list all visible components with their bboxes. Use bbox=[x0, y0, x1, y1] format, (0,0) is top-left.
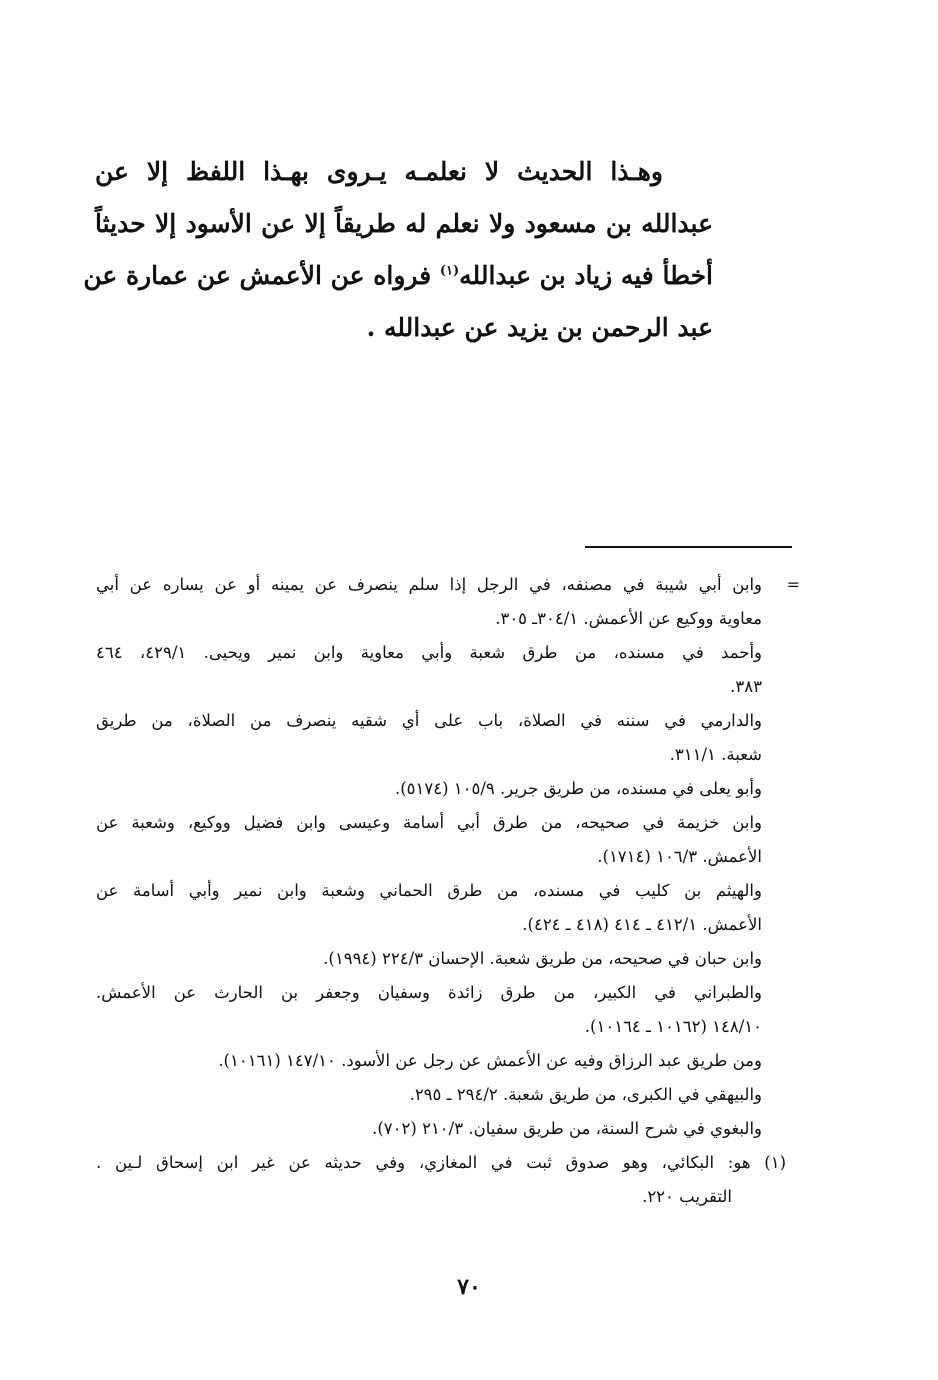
footnote-citation bbox=[96, 942, 762, 976]
footnote-line: وابن حبان في صحيحه، من طريق شعبة. الإحسان ٢٢٤/٣ (١٩٩٤). bbox=[323, 949, 762, 968]
main-text-line: عبدالله بن مسعود ولا نعلم له طريقاً إلا عن الأسود إلا حديثاً bbox=[95, 209, 713, 238]
footnote-one bbox=[96, 1146, 786, 1214]
footnote-line: والهيثم بن كليب في مسنده، من طرق الحماني وشعبة وابن نمير وأبي أسامة عن bbox=[96, 881, 762, 900]
main-text-line: وهـذا الحديث لا نعلمـه يـروى بهـذا اللفظ إلا عن bbox=[95, 157, 663, 186]
footnote-line: وابن أبي شيبة في مصنفه، في الرجل إذا سلم ينصرف عن يمينه أو عن يساره عن أبي bbox=[96, 575, 762, 594]
footnote-citation bbox=[96, 874, 762, 942]
footnote-citation bbox=[96, 976, 762, 1044]
footnote-line: وأبو يعلى في مسنده، من طريق جرير. ١٠٥/٩ (٥١٧٤). bbox=[394, 779, 762, 798]
main-text-segment: فرواه عن الأعمش عن عمارة عن bbox=[83, 261, 432, 290]
footnote-citation bbox=[96, 704, 762, 772]
footnote-line: شعبة. ٣١١/١. bbox=[669, 745, 762, 764]
footnote-citation bbox=[96, 1078, 762, 1112]
footnote-separator bbox=[585, 546, 792, 548]
main-text bbox=[83, 146, 713, 354]
footnote-line: والطبراني في الكبير، من طرق زائدة وسفيان وجعفر بن الحارث عن الأعمش. bbox=[96, 983, 762, 1002]
footnote-line: ومن طريق عبد الرزاق وفيه عن الأعمش عن رجل عن الأسود. ١٤٧/١٠ (١٠١٦١). bbox=[218, 1051, 762, 1070]
footnote-citation bbox=[96, 1044, 762, 1078]
footnote-citation bbox=[96, 1112, 762, 1146]
footnote-line: والبغوي في شرح السنة، من طريق سفيان. ٢١٠/٣ (٧٠٢). bbox=[372, 1119, 762, 1138]
footnote-citation bbox=[96, 568, 762, 636]
footnote-line: ٣٨٣. bbox=[730, 677, 762, 696]
footnote-citation bbox=[96, 806, 762, 874]
footnote-line: ١٤٨/١٠ (١٠١٦٢ ـ ١٠١٦٤). bbox=[584, 1017, 762, 1036]
footnote-line: والبيهقي في الكبرى، من طريق شعبة. ٢٩٤/٢ ـ ٢٩٥. bbox=[409, 1085, 762, 1104]
footnote-line: الأعمش. ١٠٦/٣ (١٧١٤). bbox=[597, 847, 762, 866]
footnote-line: وابن خزيمة في صحيحه، من طرق أبي أسامة وعيسى وابن فضيل ووكيع، وشعبة عن bbox=[96, 813, 762, 832]
footnote-line: الأعمش. ٤١٢/١ ـ ٤١٤ (٤١٨ ـ ٤٢٤). bbox=[522, 915, 762, 934]
footnote-reference-marker: (١) bbox=[439, 263, 460, 279]
footnote-line: (١) هو: البكائي، وهو صدوق ثبت في المغازي، وفي حديثه عن غير ابن إسحاق لـين . bbox=[96, 1153, 786, 1172]
footnote-line: التقريب ٢٢٠. bbox=[642, 1187, 732, 1206]
continuation-marker: = bbox=[786, 575, 800, 594]
footnotes bbox=[96, 568, 800, 1214]
main-text-line bbox=[83, 250, 713, 302]
footnote-citation bbox=[96, 636, 762, 704]
page-number: ٧٠ bbox=[457, 1274, 481, 1300]
main-text-line: عبد الرحمن بن يزيد عن عبدالله . bbox=[366, 313, 713, 342]
footnote-line: معاوية ووكيع عن الأعمش. ٣٠٤/١ـ ٣٠٥. bbox=[495, 609, 762, 628]
footnote-citation bbox=[96, 772, 762, 806]
footnote-line: وأحمد في مسنده، من طرق شعبة وأبي معاوية وابن نمير ويحيى. ٤٢٩/١، ٤٦٤ bbox=[96, 643, 762, 662]
footnote-line: والدارمي في سننه في الصلاة، باب على أي شقيه ينصرف من الصلاة، من طريق bbox=[96, 711, 762, 730]
main-text-segment: أخطأ فيه زياد بن عبدالله bbox=[459, 261, 713, 290]
